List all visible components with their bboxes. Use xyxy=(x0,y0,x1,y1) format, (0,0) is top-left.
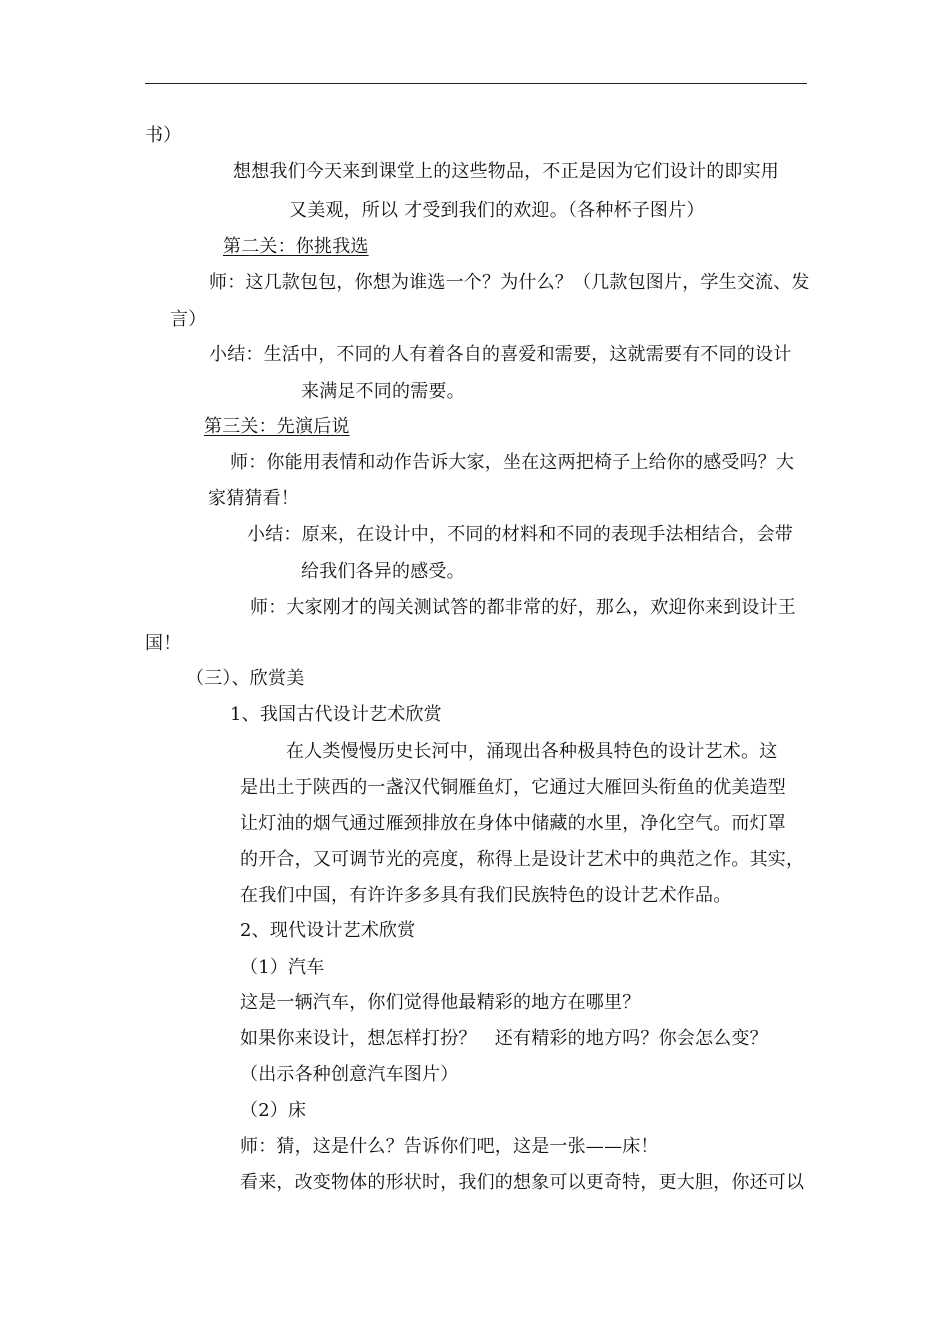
text-line-26: 如果你来设计，想怎样打扮？ 还有精彩的地方吗？你会怎么变？ xyxy=(240,1028,768,1049)
text-line-8: 来满足不同的需要。 xyxy=(301,381,465,402)
item-bed: （2）床 xyxy=(240,1100,307,1121)
subsection-ancient-design: 1、我国古代设计艺术欣赏 xyxy=(230,704,442,725)
text-line-6: 言） xyxy=(170,309,207,330)
section-title-appreciate: （三）、欣赏美 xyxy=(186,668,305,689)
text-line-12: 小结：原来，在设计中，不同的材料和不同的表现手法相结合，会带 xyxy=(247,524,793,545)
text-line-2: 想想我们今天来到课堂上的这些物品，不正是因为它们设计的即实用 xyxy=(233,161,779,182)
text-line-18: 在人类慢慢历史长河中，涌现出各种极具特色的设计艺术。这 xyxy=(286,741,778,762)
section-heading-level-3: 第三关：先演后说 xyxy=(204,416,350,437)
text-line-29: 师：猜，这是什么？告诉你们吧，这是一张——床！ xyxy=(240,1136,659,1157)
text-line-15: 国！ xyxy=(145,633,182,654)
text-line-10: 师：你能用表情和动作告诉大家，坐在这两把椅子上给你的感受吗？大 xyxy=(230,452,795,473)
text-line-3: 又美观，所以 才受到我们的欢迎。（各种杯子图片） xyxy=(289,200,705,221)
text-line-5: 师：这几款包包，你想为谁选一个？为什么？（几款包图片，学生交流、发 xyxy=(209,272,810,293)
text-line-13: 给我们各异的感受。 xyxy=(301,561,465,582)
text-line-27: （出示各种创意汽车图片） xyxy=(240,1064,459,1085)
section-heading-level-2: 第二关：你挑我选 xyxy=(223,236,369,257)
text-line-19: 是出土于陕西的一盏汉代铜雁鱼灯，它通过大雁回头衔鱼的优美造型 xyxy=(240,777,786,798)
item-car: （1）汽车 xyxy=(240,957,325,978)
subsection-modern-design: 2、现代设计艺术欣赏 xyxy=(240,920,416,941)
text-line-30: 看来，改变物体的形状时，我们的想象可以更奇特，更大胆，你还可以 xyxy=(240,1172,805,1193)
header-rule xyxy=(145,83,807,84)
text-line-25: 这是一辆汽车，你们觉得他最精彩的地方在哪里？ xyxy=(240,992,641,1013)
text-line-20: 让灯油的烟气通过雁颈排放在身体中储藏的水里，净化空气。而灯罩 xyxy=(240,813,786,834)
text-line-22: 在我们中国，有许许多多具有我们民族特色的设计艺术作品。 xyxy=(240,885,732,906)
text-line-11: 家猜猜看！ xyxy=(208,488,299,509)
text-line-21: 的开合，又可调节光的亮度，称得上是设计艺术中的典范之作。其实， xyxy=(240,849,805,870)
text-line-7: 小结：生活中，不同的人有着各自的喜爱和需要，这就需要有不同的设计 xyxy=(209,344,792,365)
text-line-14: 师：大家刚才的闯关测试答的都非常的好，那么，欢迎你来到设计王 xyxy=(250,597,796,618)
text-line-1: 书） xyxy=(145,125,182,146)
